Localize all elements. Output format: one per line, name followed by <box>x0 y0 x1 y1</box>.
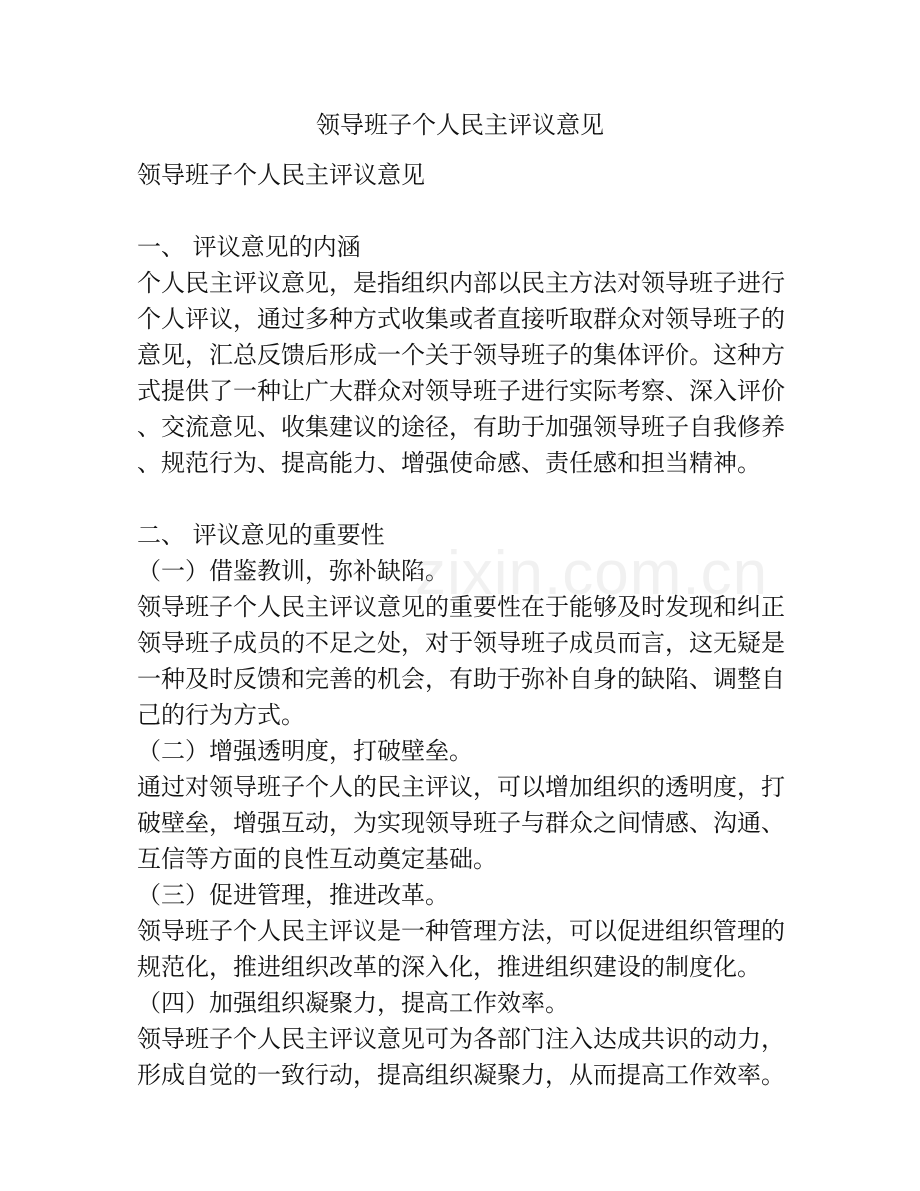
document-title: 领导班子个人民主评议意见 <box>316 111 604 139</box>
body-line: 、规范行为、提高能力、增强使命感、责任感和担当精神。 <box>137 449 761 477</box>
section-heading: 一、 评议意见的内涵 <box>137 233 361 261</box>
blank-line <box>137 193 785 229</box>
section-heading: 二、 评议意见的重要性 <box>137 521 385 549</box>
body-line: 规范化，推进组织改革的深入化，推进组织建设的制度化。 <box>137 953 761 981</box>
subsection-heading: （四）加强组织凝聚力，提高工作效率。 <box>137 989 569 1017</box>
body-line: 己的行为方式。 <box>137 701 305 729</box>
blank-line <box>137 481 785 517</box>
body-line: 领导班子个人民主评议是一种管理方法，可以促进组织管理的 <box>137 917 785 945</box>
body-line: 领导班子个人民主评议意见 <box>137 161 425 189</box>
body-line: 个人民主评议意见，是指组织内部以民主方法对领导班子进行 <box>137 269 785 297</box>
body-line: 领导班子成员的不足之处，对于领导班子成员而言，这无疑是 <box>137 629 785 657</box>
body-line: 个人评议，通过多种方式收集或者直接听取群众对领导班子的 <box>137 305 785 333</box>
body-line: 破壁垒，增强互动，为实现领导班子与群众之间情感、沟通、 <box>137 809 785 837</box>
body-line: 意见，汇总反馈后形成一个关于领导班子的集体评价。这种方 <box>137 341 785 369</box>
body-line: 通过对领导班子个人的民主评议，可以增加组织的透明度，打 <box>137 773 785 801</box>
subsection-heading: （一）借鉴教训，弥补缺陷。 <box>137 557 449 585</box>
body-line: 一种及时反馈和完善的机会，有助于弥补自身的缺陷、调整自 <box>137 665 785 693</box>
subsection-heading: （二）增强透明度，打破壁垒。 <box>137 737 473 765</box>
subsection-heading: （三）促进管理，推进改革。 <box>137 881 449 909</box>
body-line: 、交流意见、收集建议的途径，有助于加强领导班子自我修养 <box>137 413 785 441</box>
body-line: 领导班子个人民主评议意见可为各部门注入达成共识的动力， <box>137 1025 785 1053</box>
body-line: 互信等方面的良性互动奠定基础。 <box>137 845 497 873</box>
document-body <box>137 157 785 1093</box>
watermark: zixin.com.cn <box>415 539 769 608</box>
body-line: 式提供了一种让广大群众对领导班子进行实际考察、深入评价 <box>137 377 785 405</box>
body-line: 领导班子个人民主评议意见的重要性在于能够及时发现和纠正 <box>137 593 785 621</box>
body-line: 形成自觉的一致行动，提高组织凝聚力，从而提高工作效率。 <box>137 1061 785 1089</box>
